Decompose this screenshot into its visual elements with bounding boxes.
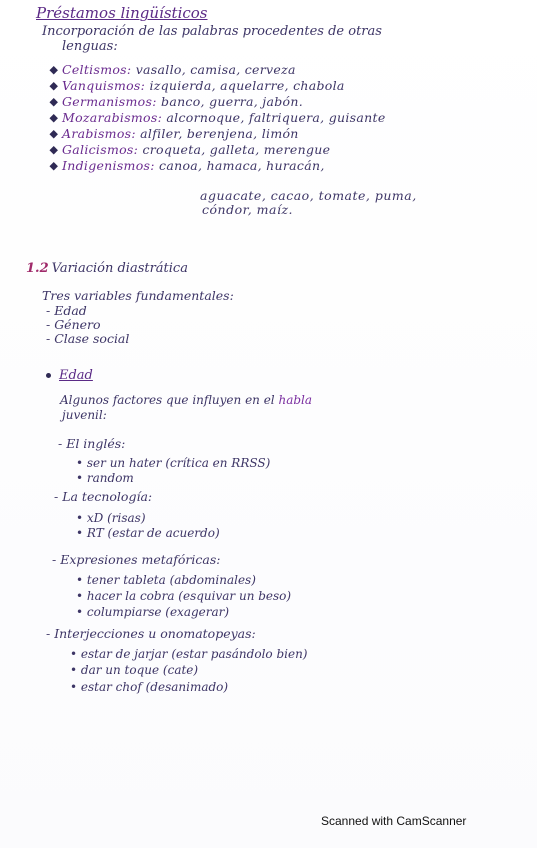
bullet-icon bbox=[49, 66, 57, 74]
indigenismos-extra-2: cóndor, maíz. bbox=[202, 202, 294, 217]
intro-line-1: Incorporación de las palabras procedentes de otras bbox=[42, 24, 382, 39]
page-title: Préstamos lingüísticos bbox=[36, 4, 208, 22]
list-item: Celtismos: vasallo, camisa, cerveza bbox=[50, 62, 386, 78]
list-item: Indigenismos: canoa, hamaca, huracán, bbox=[50, 158, 386, 174]
edad-heading: Edad bbox=[46, 369, 93, 382]
scanner-watermark: Scanned with CamScanner bbox=[321, 814, 467, 828]
bullet-icon bbox=[46, 373, 51, 378]
section-heading bbox=[26, 262, 188, 275]
group-item: • random bbox=[76, 471, 134, 485]
group-item: • hacer la cobra (esquivar un beso) bbox=[76, 589, 292, 603]
edad-text-2: juvenil: bbox=[62, 408, 107, 422]
variable-item: - Edad bbox=[46, 303, 87, 318]
bullet-icon bbox=[49, 130, 57, 138]
bullet-icon bbox=[49, 146, 57, 154]
variable-item: - Clase social bbox=[46, 331, 130, 346]
list-item: Mozarabismos: alcornoque, faltriquera, guisante bbox=[50, 110, 386, 126]
list-item: Vanquismos: izquierda, aquelarre, chabola bbox=[50, 78, 386, 94]
group-item: • dar un toque (cate) bbox=[70, 663, 199, 677]
group-item: • estar de jarjar (estar pasándolo bien) bbox=[70, 647, 308, 661]
group-item: • ser un hater (crítica en RRSS) bbox=[76, 456, 271, 470]
variable-item: - Género bbox=[46, 317, 101, 332]
section-title: Variación diastrática bbox=[51, 261, 188, 276]
bullet-icon bbox=[49, 114, 57, 122]
group-item: • xD (risas) bbox=[76, 511, 146, 525]
variables-intro: Tres variables fundamentales: bbox=[42, 288, 234, 303]
group-item: • columpiarse (exagerar) bbox=[76, 605, 230, 619]
group-item: • estar chof (desanimado) bbox=[70, 680, 229, 694]
group-head: - El inglés: bbox=[58, 436, 126, 451]
intro-line-2: lenguas: bbox=[62, 39, 118, 54]
group-head: - Interjecciones u onomatopeyas: bbox=[46, 626, 256, 641]
list-item: Arabismos: alfiler, berenjena, limón bbox=[50, 126, 386, 142]
group-item: • RT (estar de acuerdo) bbox=[76, 526, 220, 540]
bullet-icon bbox=[49, 98, 57, 106]
section-number: 1.2 bbox=[26, 261, 49, 276]
indigenismos-extra-1: aguacate, cacao, tomate, puma, bbox=[200, 188, 417, 203]
group-item: • tener tableta (abdominales) bbox=[76, 573, 256, 587]
edad-text-1: Algunos factores que influyen en el habla bbox=[60, 393, 313, 407]
loan-list bbox=[50, 62, 386, 174]
list-item: Germanismos: banco, guerra, jabón. bbox=[50, 94, 386, 110]
list-item: Galicismos: croqueta, galleta, merengue bbox=[50, 142, 386, 158]
bullet-icon bbox=[49, 82, 57, 90]
group-head: - Expresiones metafóricas: bbox=[52, 552, 221, 567]
group-head: - La tecnología: bbox=[54, 489, 153, 504]
bullet-icon bbox=[49, 162, 57, 170]
